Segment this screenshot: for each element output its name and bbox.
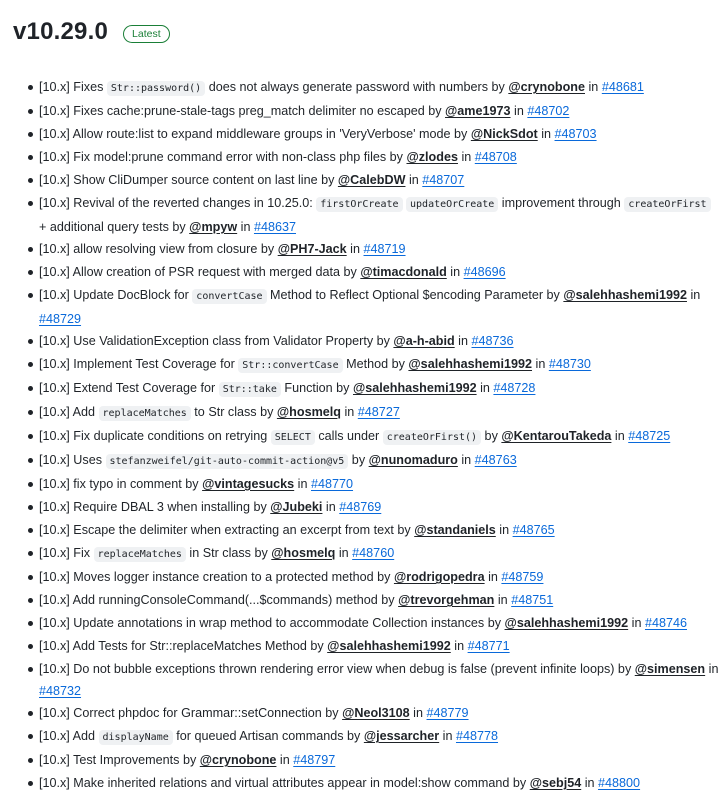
- inline-code: updateOrCreate: [406, 197, 498, 212]
- note-text: in: [532, 357, 549, 371]
- note-text: in: [457, 453, 475, 467]
- author-link[interactable]: @PH7-Jack: [277, 242, 347, 256]
- release-note-item: [39, 146, 719, 169]
- pull-request-link[interactable]: #48771: [467, 639, 510, 653]
- note-text: [10.x] Test Improvements by: [39, 753, 200, 767]
- release-note-item: [39, 330, 719, 353]
- release-note-item: [39, 401, 719, 425]
- note-text: in: [628, 616, 645, 630]
- note-text: in: [346, 242, 364, 256]
- pull-request-link[interactable]: #48759: [501, 570, 544, 584]
- pull-request-link[interactable]: #48728: [493, 381, 536, 395]
- note-text: by: [348, 453, 369, 467]
- release-note-item: [39, 123, 719, 146]
- note-text: improvement through: [498, 196, 625, 210]
- note-text: [10.x] Require DBAL 3 when installing by: [39, 500, 271, 514]
- pull-request-link[interactable]: #48779: [426, 706, 469, 720]
- note-text: [10.x] Escape the delimiter when extracting an excerpt from text by: [39, 523, 415, 537]
- release-note-item: [39, 725, 719, 749]
- note-text: [10.x] fix typo in comment by: [39, 477, 203, 491]
- author-link[interactable]: @rodrigopedra: [393, 570, 485, 584]
- release-note-item: [39, 772, 719, 795]
- note-text: in: [476, 381, 494, 395]
- note-text: [10.x] Use ValidationException class from Validator Property by: [39, 334, 394, 348]
- note-text: in: [335, 546, 353, 560]
- note-text: [10.x] Moves logger instance creation to a protected method by: [39, 570, 394, 584]
- author-link[interactable]: @KentarouTakeda: [501, 429, 612, 443]
- inline-code: createOrFirst: [624, 197, 710, 212]
- note-text: in: [446, 265, 464, 279]
- note-text: does not always generate password with numbers by: [205, 80, 509, 94]
- note-text: [10.x] Uses: [39, 453, 106, 467]
- author-link[interactable]: @salehhashemi1992: [408, 357, 533, 371]
- release-notes-list: [0, 76, 719, 795]
- inline-code: createOrFirst(): [383, 430, 481, 445]
- note-text: in: [510, 104, 528, 118]
- pull-request-link[interactable]: #48719: [363, 242, 406, 256]
- release-header: [13, 18, 170, 46]
- note-text: in: [405, 173, 423, 187]
- author-link[interactable]: @mpyw: [189, 220, 238, 234]
- pull-request-link[interactable]: #48746: [644, 616, 687, 630]
- author-link[interactable]: @Neol3108: [342, 706, 410, 720]
- note-text: [10.x] Correct phpdoc for Grammar::setConnection by: [39, 706, 343, 720]
- pull-request-link[interactable]: #48769: [339, 500, 382, 514]
- inline-code: Str::convertCase: [238, 358, 342, 373]
- author-link[interactable]: @salehhashemi1992: [504, 616, 629, 630]
- author-link[interactable]: @jessarcher: [363, 729, 440, 743]
- release-note-item: [39, 284, 719, 330]
- pull-request-link[interactable]: #48707: [422, 173, 465, 187]
- note-text: in: [484, 570, 502, 584]
- release-note-item: [39, 238, 719, 261]
- note-text: in: [705, 662, 719, 676]
- note-text: Method to Reflect Optional $encoding Parameter by: [266, 288, 564, 302]
- note-text: [10.x] Add runningConsoleCommand(...$commands) method by: [39, 593, 399, 607]
- note-text: in: [322, 500, 340, 514]
- note-text: in: [294, 477, 311, 491]
- pull-request-link[interactable]: #48702: [527, 104, 570, 118]
- author-link[interactable]: @crynobone: [199, 753, 277, 767]
- note-text: in: [450, 639, 468, 653]
- note-text: in: [585, 80, 602, 94]
- note-text: calls under: [314, 429, 383, 443]
- release-note-item: [39, 519, 719, 542]
- pull-request-link[interactable]: #48751: [511, 593, 554, 607]
- release-note-item: [39, 76, 719, 100]
- pull-request-link[interactable]: #48681: [601, 80, 644, 94]
- inline-code: replaceMatches: [99, 406, 191, 421]
- note-text: [10.x] Allow route:list to expand middleware groups in 'VeryVerbose' mode by: [39, 127, 471, 141]
- release-note-item: [39, 702, 719, 725]
- release-note-item: [39, 542, 719, 566]
- pull-request-link[interactable]: #48800: [598, 776, 641, 790]
- note-text: [10.x] Update DocBlock for: [39, 288, 193, 302]
- note-text: [10.x] Add: [39, 729, 99, 743]
- pull-request-link[interactable]: #48703: [554, 127, 597, 141]
- pull-request-link[interactable]: #48797: [293, 753, 336, 767]
- author-link[interactable]: @simensen: [634, 662, 706, 676]
- pull-request-link[interactable]: #48730: [548, 357, 591, 371]
- note-text: [10.x] Implement Test Coverage for: [39, 357, 239, 371]
- pull-request-link[interactable]: #48732: [39, 684, 82, 698]
- release-note-item: [39, 425, 719, 449]
- author-link[interactable]: @nunomaduro: [368, 453, 458, 467]
- pull-request-link[interactable]: #48696: [463, 265, 506, 279]
- author-link[interactable]: @salehhashemi1992: [352, 381, 477, 395]
- note-text: [10.x] Add Tests for Str::replaceMatches Method by: [39, 639, 328, 653]
- note-text: [10.x] Add: [39, 405, 99, 419]
- pull-request-link[interactable]: #48760: [352, 546, 395, 560]
- note-text: in: [686, 288, 701, 302]
- release-note-item: [39, 449, 719, 473]
- author-link[interactable]: @CalebDW: [337, 173, 406, 187]
- pull-request-link[interactable]: #48725: [628, 429, 671, 443]
- author-link[interactable]: @hosmelq: [276, 405, 341, 419]
- release-note-item: [39, 377, 719, 401]
- inline-code: Str::take: [219, 382, 281, 397]
- note-text: to Str class by: [190, 405, 277, 419]
- author-link[interactable]: @salehhashemi1992: [327, 639, 451, 653]
- note-text: in: [457, 150, 475, 164]
- release-note-item: [39, 566, 719, 589]
- author-link[interactable]: @zlodes: [406, 150, 458, 164]
- author-link[interactable]: @hosmelq: [271, 546, 336, 560]
- note-text: Function by: [280, 381, 353, 395]
- note-text: [10.x] Fixes cache:prune-stale-tags preg_match delimiter no escaped by: [39, 104, 446, 118]
- note-text: in: [340, 405, 358, 419]
- release-note-item: [39, 100, 719, 123]
- inline-code: SELECT: [271, 430, 315, 445]
- release-note-item: [39, 658, 719, 702]
- release-note-item: [39, 635, 719, 658]
- release-note-item: [39, 169, 719, 192]
- note-text: in: [494, 593, 512, 607]
- pull-request-link[interactable]: #48778: [455, 729, 499, 743]
- note-text: in: [454, 334, 472, 348]
- release-note-item: [39, 353, 719, 377]
- note-text: [10.x] Fix duplicate conditions on retrying: [39, 429, 271, 443]
- inline-code: Str::password(): [107, 81, 205, 96]
- note-text: [10.x] Fix model:prune command error with non-class php files by: [39, 150, 407, 164]
- inline-code: displayName: [99, 730, 173, 745]
- author-link[interactable]: @vintagesucks: [202, 477, 295, 491]
- author-link[interactable]: @ame1973: [445, 104, 511, 118]
- note-text: [10.x] Allow creation of PSR request with merged data by: [39, 265, 361, 279]
- inline-code: convertCase: [192, 289, 266, 304]
- release-note-item: [39, 496, 719, 519]
- pull-request-link[interactable]: #48708: [474, 150, 517, 164]
- author-link[interactable]: @standaniels: [414, 523, 496, 537]
- pull-request-link[interactable]: #48727: [357, 405, 400, 419]
- author-link[interactable]: @Jubeki: [270, 500, 323, 514]
- note-text: [10.x] allow resolving view from closure by: [39, 242, 278, 256]
- note-text: [10.x] Extend Test Coverage for: [39, 381, 219, 395]
- note-text: Method by: [342, 357, 409, 371]
- author-link[interactable]: @sebj54: [529, 776, 582, 790]
- note-text: [10.x] Fixes: [39, 80, 107, 94]
- author-link[interactable]: @trevorgehman: [398, 593, 495, 607]
- note-text: for queued Artisan commands by: [172, 729, 364, 743]
- inline-code: replaceMatches: [94, 547, 186, 562]
- note-text: in: [237, 220, 254, 234]
- note-text: in: [495, 523, 513, 537]
- note-text: + additional query tests by: [39, 220, 190, 234]
- author-link[interactable]: @NickSdot: [470, 127, 538, 141]
- note-text: in Str class by: [185, 546, 272, 560]
- note-text: in: [537, 127, 555, 141]
- note-text: by: [481, 429, 502, 443]
- author-link[interactable]: @salehhashemi1992: [563, 288, 687, 302]
- pull-request-link[interactable]: #48729: [39, 312, 82, 326]
- note-text: [10.x] Fix: [39, 546, 94, 560]
- latest-badge: Latest: [123, 25, 170, 43]
- note-text: in: [611, 429, 629, 443]
- release-note-item: [39, 192, 719, 238]
- release-note-item: [39, 749, 719, 772]
- author-link[interactable]: @timacdonald: [360, 265, 447, 279]
- release-note-item: [39, 473, 719, 496]
- release-note-item: [39, 261, 719, 284]
- inline-code: firstOrCreate: [316, 197, 402, 212]
- pull-request-link[interactable]: #48765: [512, 523, 555, 537]
- note-text: in: [409, 706, 427, 720]
- author-link[interactable]: @a-h-abid: [393, 334, 455, 348]
- author-link[interactable]: @crynobone: [508, 80, 585, 94]
- pull-request-link[interactable]: #48637: [253, 220, 296, 234]
- note-text: [10.x] Revival of the reverted changes in 10.25.0:: [39, 196, 317, 210]
- pull-request-link[interactable]: #48736: [471, 334, 514, 348]
- note-text: [10.x] Update annotations in wrap method to accommodate Collection instances by: [39, 616, 505, 630]
- note-text: [10.x] Do not bubble exceptions thrown rendering error view when debug is false (prevent infinite loops) by: [39, 662, 635, 676]
- pull-request-link[interactable]: #48770: [311, 477, 354, 491]
- note-text: in: [439, 729, 456, 743]
- note-text: in: [276, 753, 294, 767]
- release-note-item: [39, 589, 719, 612]
- pull-request-link[interactable]: #48763: [474, 453, 517, 467]
- release-note-item: [39, 612, 719, 635]
- inline-code: stefanzweifel/git-auto-commit-action@v5: [106, 454, 349, 469]
- note-text: [10.x] Show CliDumper source content on last line by: [39, 173, 338, 187]
- note-text: [10.x] Make inherited relations and virtual attributes appear in model:show command by: [39, 776, 530, 790]
- release-version[interactable]: v10.29.0: [13, 18, 109, 45]
- note-text: in: [581, 776, 599, 790]
